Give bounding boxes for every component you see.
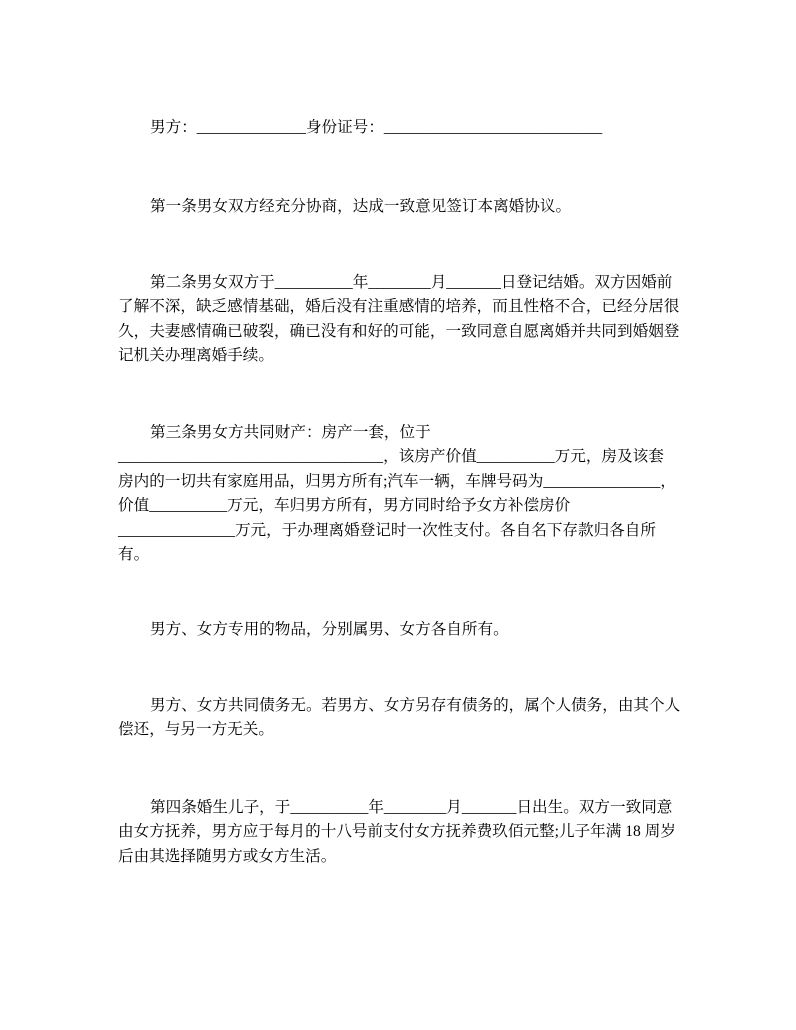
text-line: 了解不深，缺乏感情基础，婚后没有注重感情的培养，而且性格不合，已经分居很 [118, 298, 680, 316]
article-two-paragraph [118, 271, 738, 369]
text-line: 久，夫妻感情确已破裂，确已没有和好的可能，一致同意自愿离婚并共同到婚姻登 [118, 322, 680, 340]
text-line: 男方、女方共同债务无。若男方、女方另存有债务的，属个人债务，由其个人 [150, 697, 681, 714]
debts-paragraph [118, 694, 738, 743]
text-line: 第四条婚生儿子，于__________年________月_______日出生。双方一致同意 [150, 799, 673, 816]
text-line: 第二条男女双方于__________年________月_______日登记结婚。双方因婚前 [150, 274, 673, 291]
text-line: 男方、女方专用的物品，分别属男、女方各自所有。 [150, 621, 509, 638]
article-one-paragraph [118, 195, 738, 219]
text-line: 偿还，与另一方无关。 [118, 721, 274, 739]
article-three-paragraph [118, 421, 738, 567]
text-line: 房内的一切共有家庭用品，归男方所有;汽车一辆，车牌号码为_______________， [118, 472, 676, 490]
personal-items-paragraph [118, 618, 738, 642]
party-info-paragraph [118, 116, 738, 140]
text-line: 男方：______________身份证号：____________________________ [150, 119, 603, 136]
text-line: _______________万元，于办理离婚登记时一次性支付。各自名下存款归各自所 [118, 521, 656, 539]
text-line: 由女方抚养，男方应于每月的十八号前支付女方抚养费玖佰元整;儿子年满 18 周岁 [118, 823, 676, 841]
text-line: 第三条男女方共同财产：房产一套，位于 [150, 424, 431, 441]
text-line: 价值__________万元，车归男方所有，男方同时给予女方补偿房价 [118, 497, 571, 515]
text-line: 记机关办理离婚手续。 [118, 347, 274, 365]
text-line: __________________________________，该房产价值__________万元，房及该套 [118, 448, 664, 466]
text-line: 第一条男女双方经充分协商，达成一致意见签订本离婚协议。 [150, 198, 572, 215]
article-four-paragraph [118, 796, 738, 869]
text-line: 有。 [118, 545, 150, 563]
text-line: 后由其选择随男方或女方生活。 [118, 847, 337, 865]
